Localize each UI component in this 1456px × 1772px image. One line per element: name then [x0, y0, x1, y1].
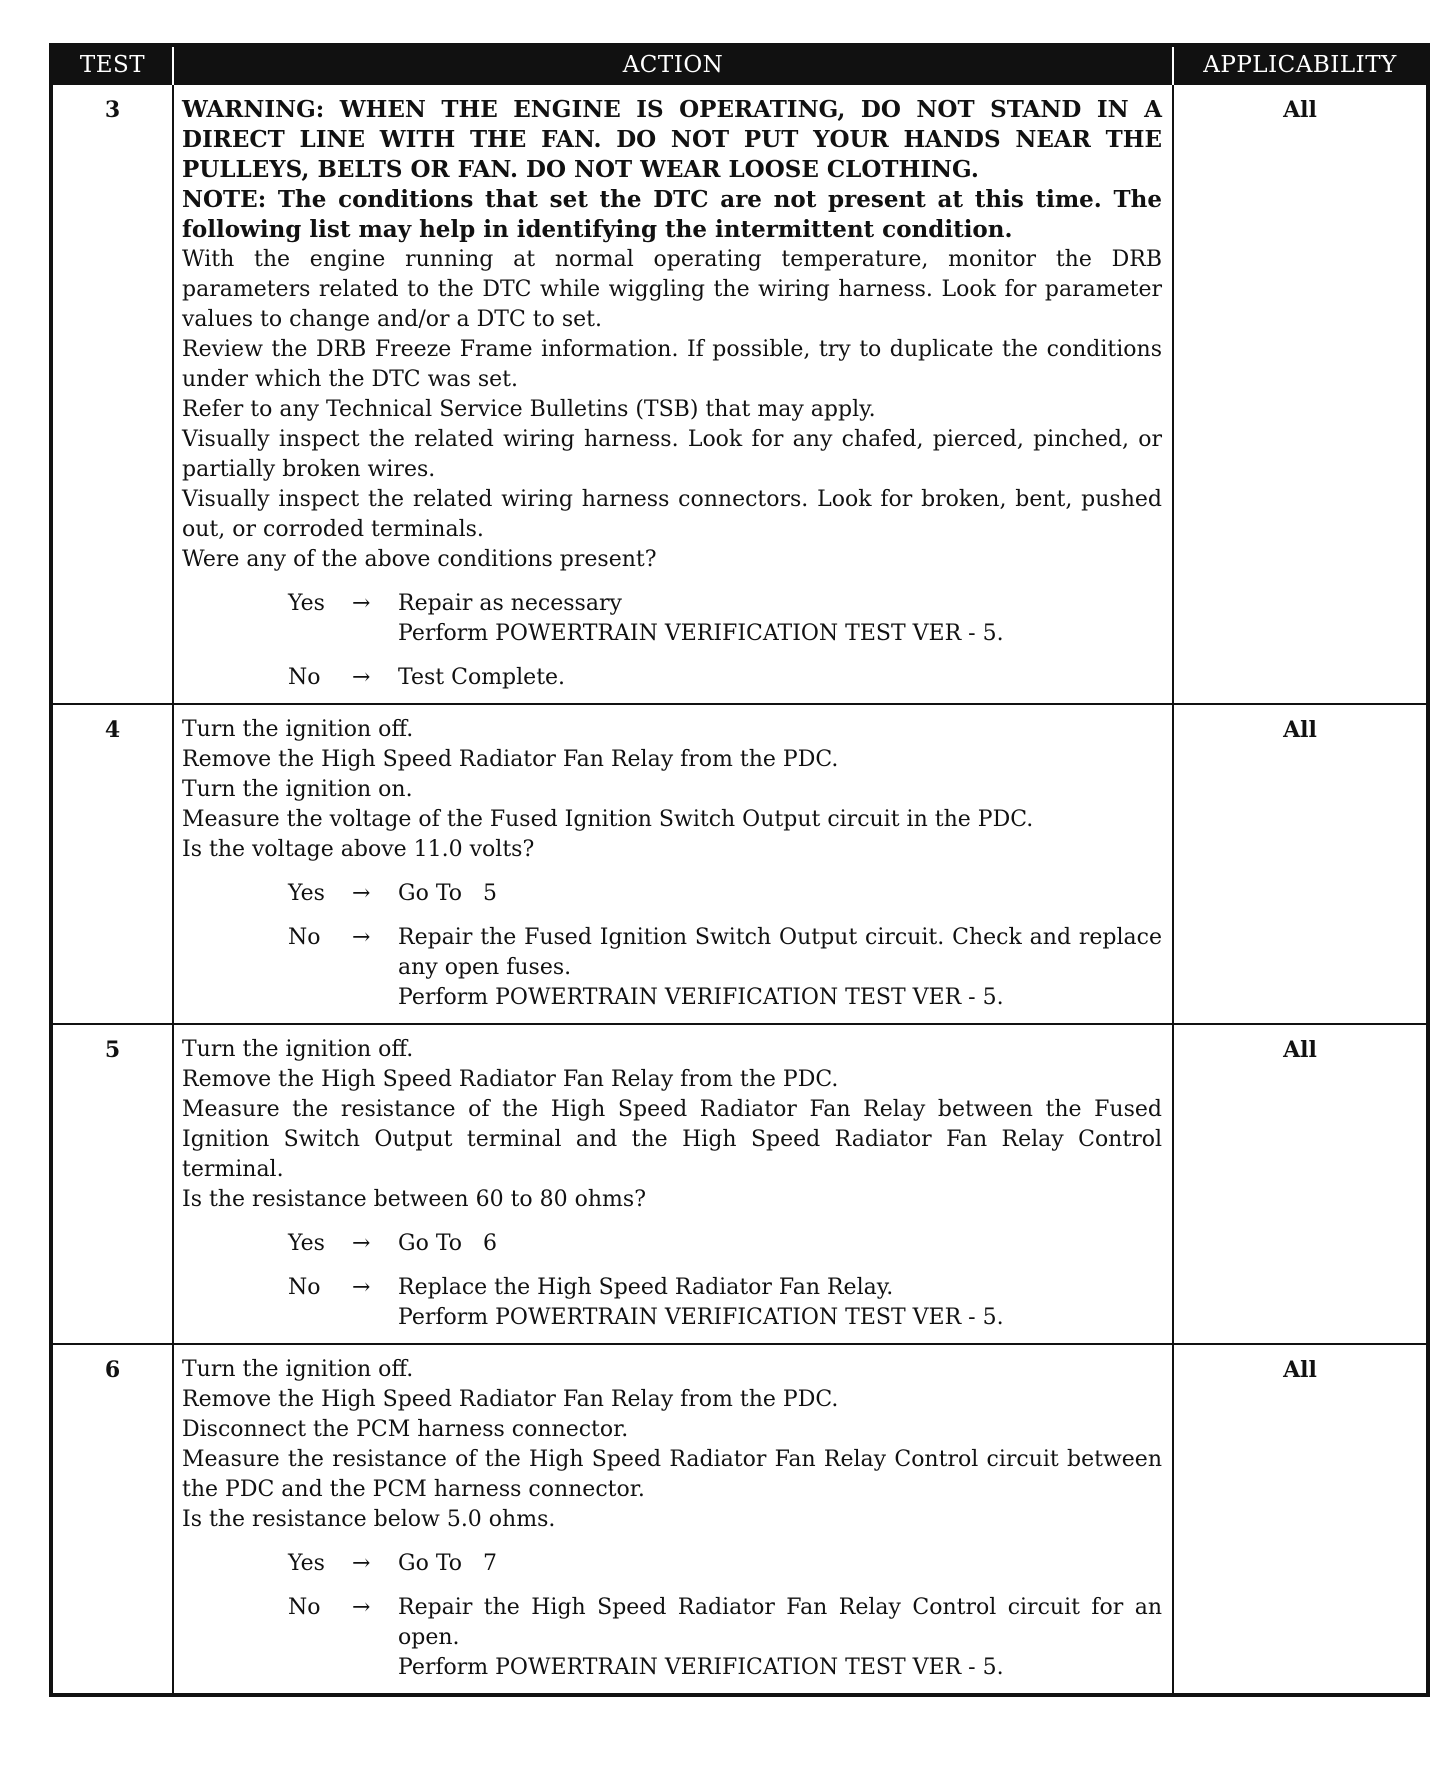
- yes-label: Yes: [288, 591, 325, 616]
- no-label: No: [288, 925, 321, 950]
- no-label: No: [288, 665, 321, 690]
- action-cell: [173, 1024, 1173, 1344]
- right-arrow-icon: →: [352, 1231, 371, 1256]
- applicability-value: All: [1173, 1344, 1428, 1695]
- action-step: Refer to any Technical Service Bulletins (TSB) that may apply.: [182, 397, 876, 422]
- action-cell: [173, 704, 1173, 1024]
- action-step: Measure the resistance of the High Speed Radiator Fan Relay between the Fused Ignition Switch Output terminal and the High Speed Radiator Fan Relay Control terminal.: [182, 1097, 1162, 1182]
- yes-branch: [182, 879, 1162, 909]
- applicability-value: All: [1173, 84, 1428, 704]
- yes-result: [398, 1229, 1162, 1259]
- action-step: Remove the High Speed Radiator Fan Relay from the PDC.: [182, 747, 839, 772]
- result-line: Go To 7: [398, 1551, 497, 1576]
- no-result: [398, 1273, 1162, 1333]
- result-branches: [182, 1549, 1169, 1683]
- result-line: Replace the High Speed Radiator Fan Relay.: [398, 1275, 894, 1300]
- no-result: [398, 923, 1169, 1013]
- no-result: [398, 663, 1162, 693]
- action-cell: [173, 84, 1173, 704]
- action-step: Visually inspect the related wiring harness connectors. Look for broken, bent, pushed out, or corroded terminals.: [182, 487, 1162, 542]
- table-row: [51, 1344, 1428, 1695]
- no-branch: [182, 923, 1169, 1013]
- action-cell: [173, 1344, 1173, 1695]
- no-label: No: [288, 1595, 321, 1620]
- result-branches: [182, 879, 1169, 1013]
- action-step: Is the voltage above 11.0 volts?: [182, 837, 535, 862]
- note-text: NOTE: The conditions that set the DTC are not present at this time. The following list may help in identifying the intermittent condition.: [182, 186, 1162, 243]
- right-arrow-icon: →: [352, 1275, 371, 1300]
- result-branches: [182, 589, 1162, 693]
- right-arrow-icon: →: [352, 1551, 371, 1576]
- action-step: Review the DRB Freeze Frame information. If possible, try to duplicate the conditions under which the DTC was set.: [182, 337, 1162, 392]
- right-arrow-icon: →: [352, 881, 371, 906]
- yes-branch: [182, 1549, 1162, 1579]
- result-line: Repair the High Speed Radiator Fan Relay Control circuit for an open.: [398, 1595, 1169, 1650]
- yes-result: [398, 1549, 1162, 1579]
- no-branch: [182, 663, 1162, 693]
- table-row: [51, 1024, 1428, 1344]
- result-line: Go To 5: [398, 881, 497, 906]
- yes-label: Yes: [288, 1231, 325, 1256]
- right-arrow-icon: →: [352, 591, 371, 616]
- right-arrow-icon: →: [352, 925, 371, 950]
- action-step: Disconnect the PCM harness connector.: [182, 1417, 629, 1442]
- action-step: Remove the High Speed Radiator Fan Relay from the PDC.: [182, 1387, 839, 1412]
- applicability-value: All: [1173, 1024, 1428, 1344]
- no-branch: [182, 1273, 1162, 1333]
- yes-result: [398, 879, 1162, 909]
- warning-text: WARNING: WHEN THE ENGINE IS OPERATING, DO NOT STAND IN A DIRECT LINE WITH THE FAN. DO NOT PUT YOUR HANDS NEAR THE PULLEYS, BELTS OR FAN. DO NOT WEAR LOOSE CLOTHING.: [182, 96, 1162, 183]
- applicability-value: All: [1173, 704, 1428, 1024]
- action-step: Remove the High Speed Radiator Fan Relay from the PDC.: [182, 1067, 839, 1092]
- header-action: ACTION: [173, 45, 1173, 84]
- action-step: Turn the ignition off.: [182, 717, 414, 742]
- action-step: Turn the ignition off.: [182, 1037, 414, 1062]
- right-arrow-icon: →: [352, 1595, 371, 1620]
- test-number: 4: [51, 704, 173, 1024]
- yes-branch: [182, 1229, 1162, 1259]
- table-row: [51, 704, 1428, 1024]
- no-label: No: [288, 1275, 321, 1300]
- test-number: 3: [51, 84, 173, 704]
- header-test: TEST: [51, 45, 173, 84]
- no-branch: [182, 1593, 1169, 1683]
- result-line: Repair as necessary: [398, 591, 622, 616]
- right-arrow-icon: →: [352, 665, 371, 690]
- result-line: Repair the Fused Ignition Switch Output circuit. Check and replace any open fuses.: [398, 925, 1169, 980]
- action-step: Turn the ignition off.: [182, 1357, 414, 1382]
- header-applicability: APPLICABILITY: [1173, 45, 1428, 84]
- test-number: 5: [51, 1024, 173, 1344]
- action-step: Were any of the above conditions present?: [182, 547, 657, 572]
- no-result: [398, 1593, 1169, 1683]
- test-number: 6: [51, 1344, 173, 1695]
- action-step: Measure the voltage of the Fused Ignition Switch Output circuit in the PDC.: [182, 807, 1034, 832]
- action-step: With the engine running at normal operating temperature, monitor the DRB parameters related to the DTC while wiggling the wiring harness. Look for parameter values to change and/or a DTC to set.: [182, 247, 1162, 332]
- result-line: Perform POWERTRAIN VERIFICATION TEST VER - 5.: [398, 621, 1004, 646]
- yes-branch: [182, 589, 1162, 649]
- yes-label: Yes: [288, 1551, 325, 1576]
- table-row: [51, 84, 1428, 704]
- result-line: Perform POWERTRAIN VERIFICATION TEST VER - 5.: [398, 1305, 1004, 1330]
- diagnostic-test-table: [49, 43, 1430, 1697]
- result-line: Perform POWERTRAIN VERIFICATION TEST VER - 5.: [398, 985, 1004, 1010]
- table-header-row: [51, 45, 1428, 84]
- action-step: Turn the ignition on.: [182, 777, 413, 802]
- result-line: Perform POWERTRAIN VERIFICATION TEST VER - 5.: [398, 1655, 1004, 1680]
- action-step: Measure the resistance of the High Speed Radiator Fan Relay Control circuit between the PDC and the PCM harness connector.: [182, 1447, 1162, 1502]
- action-step: Is the resistance between 60 to 80 ohms?: [182, 1187, 646, 1212]
- action-step: Visually inspect the related wiring harness. Look for any chafed, pierced, pinched, or partially broken wires.: [182, 427, 1162, 482]
- result-line: Go To 6: [398, 1231, 497, 1256]
- result-branches: [182, 1229, 1162, 1333]
- result-line: Test Complete.: [398, 665, 566, 690]
- yes-label: Yes: [288, 881, 325, 906]
- action-step: Is the resistance below 5.0 ohms.: [182, 1507, 556, 1532]
- yes-result: [398, 589, 1162, 649]
